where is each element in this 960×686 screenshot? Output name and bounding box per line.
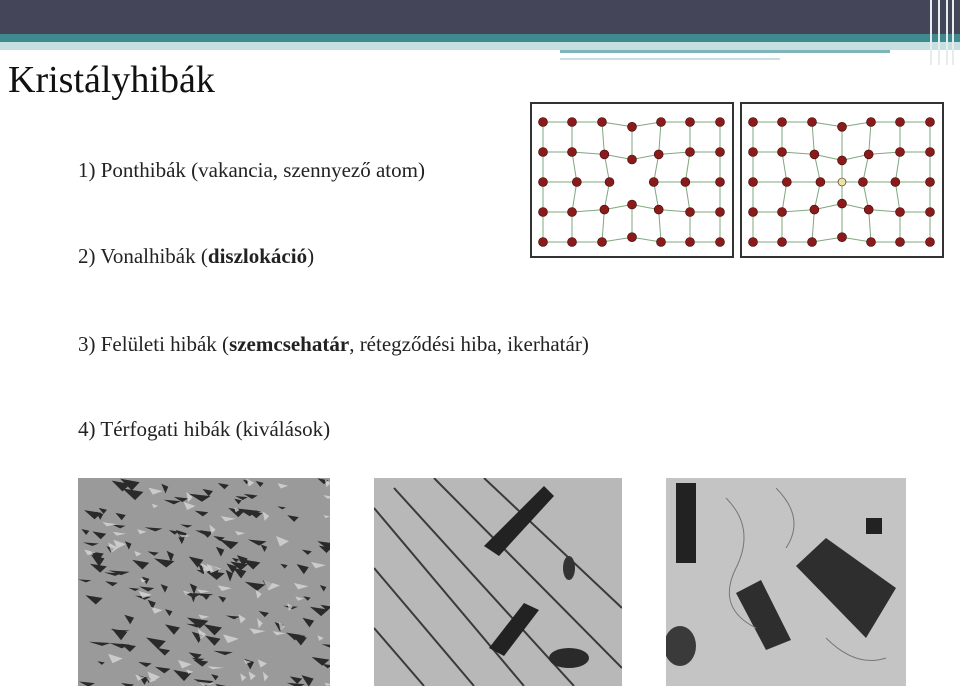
- lattice-atom: [782, 178, 791, 187]
- lattice-atom: [896, 148, 905, 157]
- list-item-surface-defects: [78, 332, 589, 357]
- lattice-atom: [654, 150, 663, 159]
- lattice-atom: [838, 156, 847, 165]
- lattice-atom: [749, 118, 758, 127]
- list-item-text: , rétegződési hiba, ikerhatár): [349, 332, 589, 356]
- slide-accent-line-2: [560, 58, 780, 60]
- lattice-atom: [600, 205, 609, 214]
- lattice-atom: [681, 178, 690, 187]
- list-item-volume-defects: [78, 417, 330, 442]
- lattice-atom: [686, 118, 695, 127]
- lattice-atom: [749, 178, 758, 187]
- lattice-atom: [838, 122, 847, 131]
- slide-light-band: [0, 42, 960, 50]
- lattice-atom: [568, 238, 577, 247]
- slide-title: Kristályhibák: [8, 59, 215, 101]
- lattice-atom: [810, 150, 819, 159]
- list-item-text: 1) Ponthibák (vakancia, szennyező atom): [78, 158, 425, 182]
- slide-accent-line: [560, 50, 890, 53]
- lattice-atom: [810, 205, 819, 214]
- lattice-atom: [539, 178, 548, 187]
- slide-top-bar: [0, 0, 960, 34]
- lattice-atom: [896, 208, 905, 217]
- lattice-atom: [568, 148, 577, 157]
- lattice-atom: [598, 118, 607, 127]
- lattice-atom: [605, 178, 614, 187]
- lattice-atom: [686, 208, 695, 217]
- lattice-atom: [572, 178, 581, 187]
- lattice-atom: [816, 178, 825, 187]
- lattice-atom: [657, 238, 666, 247]
- lattice-atom: [749, 148, 758, 157]
- lattice-atom: [926, 178, 935, 187]
- list-item-text: 3) Felületi hibák (: [78, 332, 230, 356]
- lattice-atom: [778, 118, 787, 127]
- lattice-atom: [867, 118, 876, 127]
- micrograph-grain-boundaries: [78, 478, 330, 686]
- lattice-atom: [838, 199, 847, 208]
- vacancy-lattice-diagram: [531, 103, 733, 257]
- lattice-atom: [778, 238, 787, 247]
- lattice-atom: [568, 208, 577, 217]
- lattice-atom: [628, 200, 637, 209]
- lattice-atom: [686, 238, 695, 247]
- micrograph-precipitates: [666, 478, 906, 686]
- list-item-text: 2) Vonalhibák (: [78, 244, 208, 268]
- lattice-atom: [716, 208, 725, 217]
- lattice-defect-diagrams: [530, 102, 946, 260]
- lattice-atom: [864, 205, 873, 214]
- lattice-atom: [858, 178, 867, 187]
- lattice-atom: [649, 178, 658, 187]
- lattice-atom: [749, 238, 758, 247]
- lattice-atom: [568, 118, 577, 127]
- lattice-atom: [749, 208, 758, 217]
- lattice-atom: [867, 238, 876, 247]
- lattice-atom: [539, 238, 548, 247]
- lattice-atom: [716, 118, 725, 127]
- list-item-text: 4) Térfogati hibák (kiválások): [78, 417, 331, 441]
- list-item-bold-term: diszlokáció: [207, 244, 308, 268]
- lattice-atom: [716, 148, 725, 157]
- decor-stripe: [930, 0, 932, 65]
- lattice-atom: [716, 178, 725, 187]
- lattice-atom: [838, 233, 847, 242]
- impurity-atom: [838, 178, 846, 186]
- lattice-atom: [654, 205, 663, 214]
- lattice-atom: [539, 208, 548, 217]
- lattice-atom: [686, 148, 695, 157]
- slide-teal-band: [0, 34, 960, 42]
- decor-stripe: [938, 0, 940, 65]
- decor-stripe: [946, 0, 948, 65]
- list-item-line-defects: [78, 244, 314, 269]
- lattice-atom: [864, 150, 873, 159]
- lattice-atom: [539, 148, 548, 157]
- lattice-atom: [808, 118, 817, 127]
- lattice-atom: [628, 155, 637, 164]
- lattice-atom: [808, 238, 817, 247]
- lattice-atom: [926, 148, 935, 157]
- lattice-atom: [598, 238, 607, 247]
- lattice-atom: [778, 148, 787, 157]
- lattice-atom: [716, 238, 725, 247]
- lattice-atom: [628, 233, 637, 242]
- impurity-lattice-diagram: [741, 103, 943, 257]
- micrograph-stacking-faults: [374, 478, 622, 686]
- lattice-atom: [926, 118, 935, 127]
- list-item-text: ): [307, 244, 315, 268]
- lattice-atom: [926, 238, 935, 247]
- lattice-atom: [600, 150, 609, 159]
- list-item-bold-term: szemcsehatár: [229, 332, 350, 356]
- lattice-atom: [891, 178, 900, 187]
- lattice-atom: [628, 122, 637, 131]
- lattice-atom: [539, 118, 548, 127]
- lattice-atom: [778, 208, 787, 217]
- lattice-atom: [657, 118, 666, 127]
- lattice-atom: [896, 238, 905, 247]
- lattice-atom: [896, 118, 905, 127]
- decor-stripe: [952, 0, 954, 65]
- lattice-atom: [926, 208, 935, 217]
- list-item-point-defects: [78, 158, 425, 183]
